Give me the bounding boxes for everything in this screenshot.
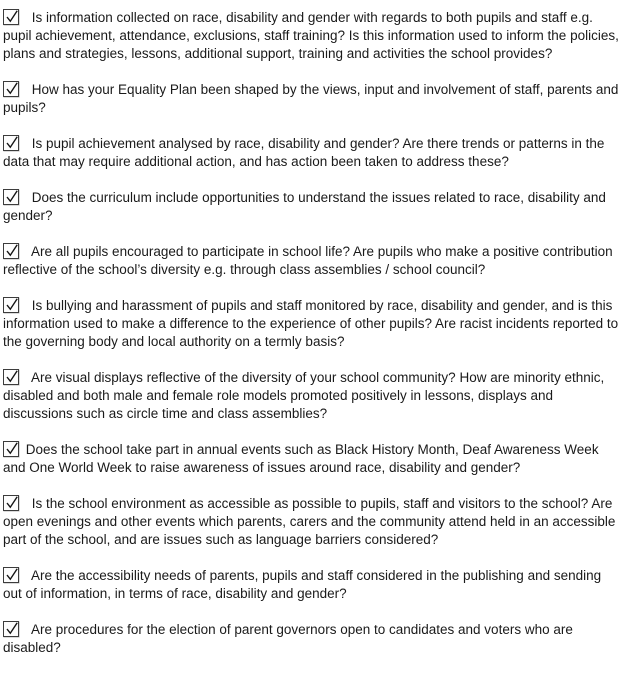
checkbox-checked-icon[interactable] (3, 621, 19, 637)
checklist-item-text: Are procedures for the election of parent governors open to candidates and voters who are disabled? (3, 622, 573, 655)
checkbox-checked-icon[interactable] (3, 441, 19, 457)
checkbox-checked-icon[interactable] (3, 9, 19, 25)
checklist-item (3, 81, 623, 117)
checkbox-checked-icon[interactable] (3, 495, 19, 511)
checklist-item-text: Does the curriculum include opportunities to understand the issues related to race, disability and gender? (3, 190, 606, 223)
checklist-item (3, 135, 623, 171)
checklist-item-text: Is bullying and harassment of pupils and staff monitored by race, disability and gender, and is this information used to make a difference to the experience of other pupils? Are racist incidents reported to the governing body and local authority on a termly basis? (3, 298, 619, 349)
checklist-item (3, 369, 623, 423)
checklist-item (3, 297, 623, 351)
checklist-item (3, 441, 623, 477)
checklist-item-text: Are the accessibility needs of parents, pupils and staff considered in the publishing and sending out of information, in terms of race, disability and gender? (3, 568, 602, 601)
checklist-item (3, 189, 623, 225)
checkbox-checked-icon[interactable] (3, 189, 19, 205)
checklist-item (3, 9, 623, 63)
checkbox-checked-icon[interactable] (3, 567, 19, 583)
checklist-item (3, 495, 623, 549)
checkbox-checked-icon[interactable] (3, 135, 19, 151)
checklist-item-text: How has your Equality Plan been shaped by the views, input and involvement of staff, parents and pupils? (3, 82, 619, 115)
checkbox-checked-icon[interactable] (3, 81, 19, 97)
checkbox-checked-icon[interactable] (3, 297, 19, 313)
checklist-item (3, 567, 623, 603)
checklist-item (3, 621, 623, 657)
checkbox-checked-icon[interactable] (3, 243, 19, 259)
checklist-item-text: Is information collected on race, disability and gender with regards to both pupils and staff e.g. pupil achievement, attendance, exclusions, staff training? Is this information used to inform the policies, plans and strategies, lessons, additional support, training and activities the school provides? (3, 10, 619, 61)
checkbox-checked-icon[interactable] (3, 369, 19, 385)
checklist-item-text: Are all pupils encouraged to participate in school life? Are pupils who make a positive contribution reflective of the school’s diversity e.g. through class assemblies / school council? (3, 244, 613, 277)
checklist-item-text: Is the school environment as accessible as possible to pupils, staff and visitors to the school? Are open evenings and other events which parents, carers and the community attend held in an accessible part of the school, and are issues such as language barriers considered? (3, 496, 616, 547)
checklist-item-text: Does the school take part in annual events such as Black History Month, Deaf Awareness Week and One World Week to raise awareness of issues around race, disability and gender? (3, 442, 599, 475)
checklist-item-text: Are visual displays reflective of the diversity of your school community? How are minority ethnic, disabled and both male and female role models promoted positively in lessons, displays and discussions such as circle time and class assemblies? (3, 370, 605, 421)
checklist-item-text: Is pupil achievement analysed by race, disability and gender? Are there trends or patterns in the data that may require additional action, and has action been taken to address these? (3, 136, 605, 169)
checklist-item (3, 243, 623, 279)
